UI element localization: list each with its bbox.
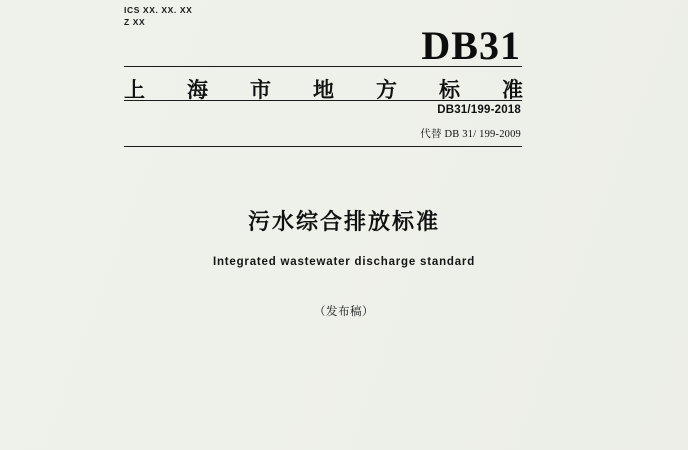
- header-char-1: 海: [187, 78, 209, 102]
- header-char-2: 市: [250, 78, 272, 102]
- ics-code-line: ICS XX. XX. XX: [124, 5, 193, 15]
- header-char-5: 标: [439, 78, 461, 102]
- header-rule-bottom: [124, 146, 522, 147]
- header-char-4: 方: [376, 78, 398, 102]
- header-rule-top: [124, 66, 522, 67]
- standard-replaces: 代替 DB 31/ 199-2009: [420, 129, 521, 140]
- ics-classification-block: [124, 4, 192, 29]
- document-title-en: Integrated wastewater discharge standard: [212, 256, 476, 268]
- document-title-cn: 污水综合排放标准: [247, 209, 440, 234]
- header-char-3: 地: [313, 78, 335, 102]
- standard-mark: DB31: [421, 23, 521, 68]
- ccs-code-line: Z XX: [124, 17, 146, 28]
- header-char-0: 上: [124, 78, 146, 102]
- document-stage-label: （发布稿）: [314, 306, 374, 318]
- header-char-6: 准: [502, 78, 524, 102]
- header-rule-middle: [124, 100, 522, 101]
- standard-number: DB31/199-2018: [437, 104, 521, 116]
